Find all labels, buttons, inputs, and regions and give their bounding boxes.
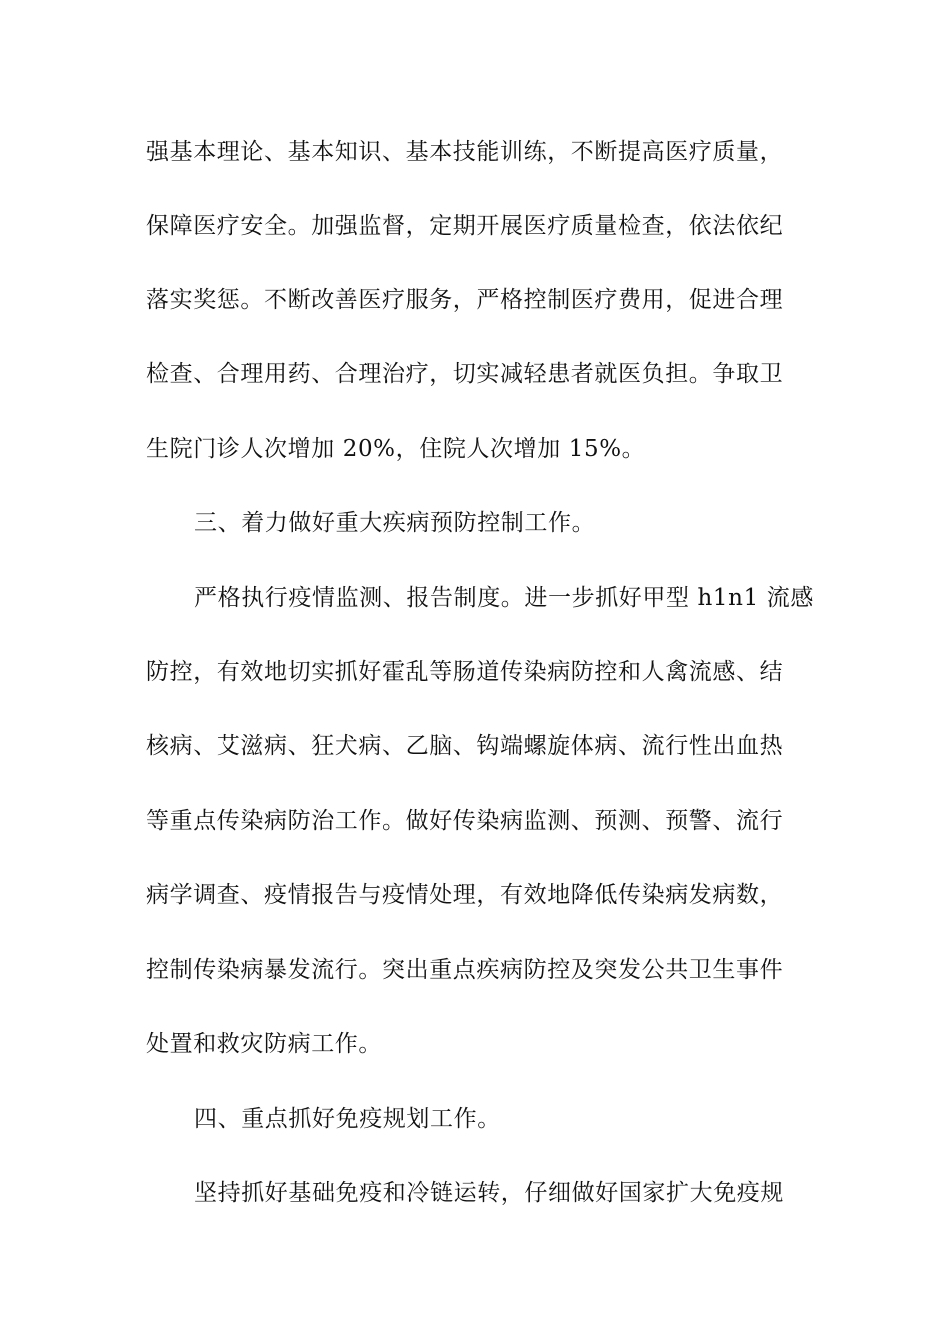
paragraph-line: 处置和救灾防病工作。 [146,1031,382,1057]
paragraph-line: 控制传染病暴发流行。突出重点疾病防控及突发公共卫生事件 [146,957,784,983]
paragraph-line: 生院门诊人次增加 20%，住院人次增加 15%。 [146,436,646,462]
paragraph-line: 坚持抓好基础免疫和冷链运转，仔细做好国家扩大免疫规 [194,1180,784,1206]
paragraph-line: 保障医疗安全。加强监督，定期开展医疗质量检查，依法依纪 [146,213,784,239]
paragraph-line: 等重点传染病防治工作。做好传染病监测、预测、预警、流行 [146,808,784,834]
section-heading: 四、重点抓好免疫规划工作。 [194,1106,501,1132]
paragraph-line: 核病、艾滋病、狂犬病、乙脑、钩端螺旋体病、流行性出血热 [146,733,784,759]
paragraph-line: 防控，有效地切实抓好霍乱等肠道传染病防控和人禽流感、结 [146,659,784,685]
paragraph-line: 病学调查、疫情报告与疫情处理，有效地降低传染病发病数， [146,882,784,908]
paragraph-line: 强基本理论、基本知识、基本技能训练，不断提高医疗质量， [146,139,784,165]
paragraph-line: 检查、合理用药、合理治疗，切实减轻患者就医负担。争取卫 [146,361,784,387]
section-heading: 三、着力做好重大疾病预防控制工作。 [194,510,596,536]
paragraph-line: 严格执行疫情监测、报告制度。进一步抓好甲型 h1n1 流感 [194,585,814,611]
paragraph-line: 落实奖惩。不断改善医疗服务，严格控制医疗费用，促进合理 [146,287,784,313]
